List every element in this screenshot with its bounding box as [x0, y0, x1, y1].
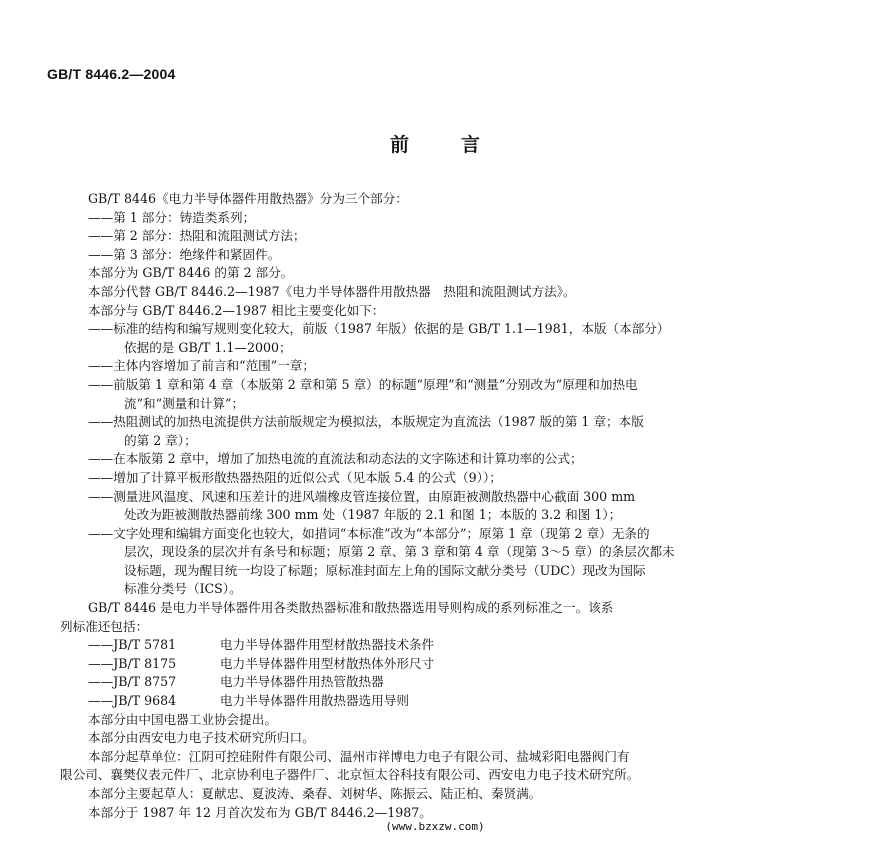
change-item: ——增加了计算平板形散热器热阻的近似公式（见本版 5.4 的公式（9））；: [88, 469, 502, 485]
series-item: [60, 636, 820, 655]
paragraph: 本部分由中国电器工业协会提出。: [88, 711, 277, 727]
paragraph: 本部分于 1987 年 12 月首次发布为 GB/T 8446.2—1987。: [88, 804, 432, 820]
paragraph-cont: 列标准还包括：: [60, 618, 149, 634]
document-body: [60, 190, 820, 822]
paragraph: 本部分代替 GB/T 8446.2—1987《电力半导体器件用散热器 热阻和流阻测试方法》。: [88, 283, 576, 299]
change-item: ——主体内容增加了前言和“范围”一章；: [88, 358, 315, 374]
series-code: ——JB/T 9684: [88, 693, 177, 709]
page-title: 前言: [389, 134, 532, 156]
change-item: ——测量进风温度、风速和压差计的进风端橡皮管连接位置，由原距被测散热器中心截面 300 mm: [88, 488, 636, 504]
part-item: ——第 1 部分：铸造类系列；: [88, 209, 256, 225]
paragraph: 本部分与 GB/T 8446.2—1987 相比主要变化如下：: [88, 302, 385, 318]
change-item: ——标准的结构和编写规则变化较大，前版（1987 年版）依据的是 GB/T 1.1—1981，本版（本部分）: [88, 321, 670, 337]
change-item-cont: 标准分类号（ICS）。: [124, 581, 242, 597]
change-item-cont: 依据的是 GB/T 1.1—2000；: [124, 339, 292, 355]
standard-code: GB/T 8446.2—2004: [47, 66, 176, 82]
series-item: [60, 692, 820, 711]
change-item-cont: 层次，现设条的层次并有条号和标题；原第 2 章、第 3 章和第 4 章（现第 3～5 章）的条层次都未: [124, 544, 675, 560]
series-code: ——JB/T 5781: [88, 637, 177, 653]
change-item: ——文字处理和编辑方面变化也较大，如措词“本标准”改为“本部分”；原第 1 章（现第 2 章）无条的: [88, 525, 650, 541]
series-name: 电力半导体器件用热管散热器: [220, 674, 384, 690]
change-item-cont: 的第 2 章）；: [124, 432, 197, 448]
series-name: 电力半导体器件用型材散热器技术条件: [220, 637, 435, 653]
paragraph: 本部分起草单位：江阴可控硅附件有限公司、温州市祥博电力电子有限公司、盐城彩阳电器阀门有: [88, 748, 630, 764]
series-name: 电力半导体器件用型材散热体外形尺寸: [220, 655, 435, 671]
change-item-cont: 设标题，现为醒目统一均设了标题；原标准封面左上角的国际文献分类号（UDC）现改为国际: [124, 562, 646, 578]
part-item: ——第 2 部分：热阻和流阻测试方法；: [88, 228, 306, 244]
paragraph: GB/T 8446 是电力半导体器件用各类散热器标准和散热器选用导则构成的系列标准之一。该系: [88, 600, 614, 616]
paragraph-cont: 限公司、襄樊仪表元件厂、北京协利电子器件厂、北京恒太谷科技有限公司、西安电力电子技术研究所。: [60, 767, 640, 783]
series-name: 电力半导体器件用散热器选用导则: [220, 693, 409, 709]
intro-line: GB/T 8446《电力半导体器件用散热器》分为三个部分：: [88, 191, 408, 206]
footer-url[interactable]: (www.bzxzw.com): [385, 820, 485, 833]
paragraph: 本部分为 GB/T 8446 的第 2 部分。: [88, 265, 294, 281]
change-item: ——前版第 1 章和第 4 章（本版第 2 章和第 5 章）的标题“原理”和“测量”分别改为“原理和加热电: [88, 376, 638, 392]
change-item: ——热阻测试的加热电流提供方法前版规定为模拟法，本版规定为直流法（1987 版的第 1 章；本版: [88, 414, 644, 430]
paragraph: 本部分主要起草人：夏献忠、夏波涛、桑春、刘树华、陈振云、陆正柏、秦贤满。: [88, 786, 542, 801]
series-item: [60, 655, 820, 674]
part-item: ——第 3 部分：绝缘件和紧固件。: [88, 246, 281, 262]
change-item-cont: 处改为距被测散热器前缘 300 mm 处（1987 年版的 2.1 和图 1；本版的 3.2 和图 1）；: [124, 507, 622, 523]
change-item: ——在本版第 2 章中，增加了加热电流的直流法和动态法的文字陈述和计算功率的公式；: [88, 451, 583, 467]
series-item: [60, 673, 820, 692]
change-item-cont: 流”和“测量和计算”；: [124, 395, 245, 411]
series-code: ——JB/T 8175: [88, 655, 177, 671]
paragraph: 本部分由西安电力电子技术研究所归口。: [88, 730, 315, 746]
series-code: ——JB/T 8757: [88, 674, 177, 690]
